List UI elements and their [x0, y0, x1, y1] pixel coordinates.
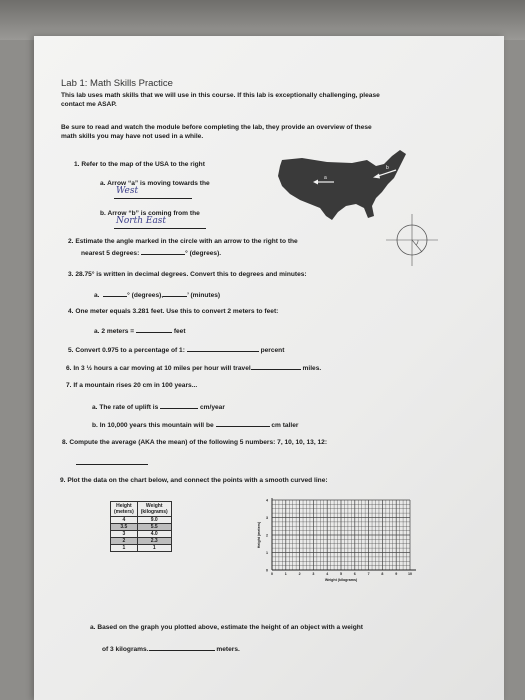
table-row	[111, 531, 172, 538]
header-weight-line1: Weight	[145, 503, 163, 509]
y-tick-label: 3	[266, 515, 268, 520]
angle-ray	[412, 240, 422, 252]
note-line-2: math skills you may have not used in a while.	[61, 133, 204, 140]
q4-text: 4. One meter equals 3.281 feet. Use this to convert 2 meters to feet:	[68, 308, 279, 315]
q2-line2	[81, 247, 221, 258]
table-cell: 3	[111, 531, 138, 538]
intro-line-1: This lab uses math skills that we will use in this course. If this lab is exceptionally challenging, please	[61, 92, 380, 99]
x-tick-label: 0	[271, 572, 273, 576]
q4a-post: feet	[171, 328, 186, 335]
q2-line2-post: ° (degrees).	[185, 250, 222, 257]
angle-circle-diagram	[384, 212, 440, 268]
y-axis-label: Height (meters)	[257, 521, 261, 549]
table-row	[111, 545, 172, 552]
q7b-line	[92, 419, 298, 430]
x-tick-label: 3	[312, 572, 315, 576]
table-cell: 4.0	[137, 531, 171, 538]
q4a-line	[94, 325, 186, 336]
x-tick-labels	[271, 572, 412, 576]
header-height-line2: (meters)	[114, 509, 134, 515]
worksheet-page	[34, 36, 504, 700]
note-line-1: Be sure to read and watch the module before completing the lab, they provide an overview of these	[61, 124, 372, 131]
q3a-label: a.	[94, 292, 100, 299]
y-tick-label: 0	[266, 568, 268, 573]
q3-degrees-label: ° (degrees),	[127, 292, 164, 299]
x-tick-label: 2	[298, 572, 301, 576]
table-cell: 9.0	[137, 517, 171, 524]
q6-line	[66, 362, 321, 373]
table-header-row	[111, 502, 172, 517]
x-tick-label: 7	[367, 572, 370, 576]
x-tick-label: 10	[408, 572, 412, 576]
table-cell: 1	[137, 545, 171, 552]
q3-minutes-label: ’ (minutes)	[187, 292, 221, 299]
q5-pre: 5. Convert 0.975 to a percentage of 1:	[68, 347, 187, 354]
x-tick-label: 8	[381, 572, 384, 576]
q2-answer-blank[interactable]	[141, 247, 185, 255]
table-cell: 5.5	[137, 524, 171, 531]
q1-text: 1. Refer to the map of the USA to the right	[74, 161, 205, 168]
q7a-line	[92, 401, 225, 412]
q9a-line2	[102, 643, 240, 654]
table-cell: 4	[111, 517, 138, 524]
q6-post: miles.	[300, 365, 322, 372]
x-tick-label: 9	[395, 572, 398, 576]
q4-answer-blank[interactable]	[136, 325, 172, 333]
y-tick-label: 1	[266, 550, 268, 555]
y-tick-label: 2	[266, 533, 268, 538]
page-title: Lab 1: Math Skills Practice	[61, 78, 173, 89]
table-header-weight	[137, 502, 171, 517]
data-table-wrapper	[110, 501, 172, 552]
q7b-answer-blank[interactable]	[216, 419, 270, 427]
q2-line1: 2. Estimate the angle marked in the circle with an arrow to the right to the	[68, 238, 298, 245]
q2-line2-pre: nearest 5 degrees:	[81, 250, 142, 257]
x-tick-label: 4	[326, 572, 329, 576]
q6-answer-blank[interactable]	[251, 362, 301, 370]
table-row	[111, 517, 172, 524]
usa-shape	[278, 150, 406, 220]
table-cell: 3.5	[111, 524, 138, 531]
x-tick-label: 5	[340, 572, 342, 576]
q6-pre: 6. In 3 ½ hours a car moving at 10 miles per hour will travel	[66, 365, 251, 372]
q3-degrees-blank[interactable]	[103, 289, 127, 297]
q5-line	[68, 344, 284, 355]
q3a-line	[94, 289, 220, 300]
q9a-post: meters.	[214, 646, 240, 653]
q5-answer-blank[interactable]	[187, 344, 259, 352]
q8-answer-blank[interactable]	[76, 456, 148, 465]
q7a-post: cm/year	[198, 404, 225, 411]
q9-text: 9. Plot the data on the chart below, and connect the points with a smooth curved line:	[60, 477, 328, 484]
data-table	[110, 501, 172, 552]
table-row	[111, 524, 172, 531]
q1a-answer-line[interactable]	[114, 188, 192, 199]
map-label-a: a	[324, 175, 327, 181]
x-axis-label: Weight (kilograms)	[324, 578, 358, 582]
header-height-line1: Height	[116, 503, 132, 509]
q1b-answer-line[interactable]	[114, 218, 206, 229]
table-header-height	[111, 502, 138, 517]
q7a-pre: a. The rate of uplift is	[92, 404, 161, 411]
map-label-b: b	[386, 165, 389, 171]
q9a-line1: a. Based on the graph you plotted above, estimate the height of an object with a weight	[90, 624, 363, 631]
graph-grid	[272, 500, 410, 570]
q3-minutes-blank[interactable]	[163, 289, 187, 297]
blank-graph[interactable]	[214, 494, 424, 584]
q9a-pre: of 3 kilograms.	[102, 646, 149, 653]
y-tick-label: 4	[266, 498, 268, 503]
q1b-text: b. Arrow “b” is coming from the	[100, 210, 200, 217]
angle-arc-arrow	[416, 240, 418, 245]
intro-line-2: contact me ASAP.	[61, 101, 117, 108]
q7b-pre: b. In 10,000 years this mountain will be	[92, 422, 216, 429]
q1a-text: a. Arrow “a” is moving towards the	[100, 180, 210, 187]
q7-text: 7. If a mountain rises 20 cm in 100 years...	[66, 382, 198, 389]
q1b-answer: North East	[116, 216, 167, 226]
q8-text: 8. Compute the average (AKA the mean) of the following 5 numbers: 7, 10, 10, 13, 12:	[62, 439, 328, 446]
y-tick-labels	[266, 498, 268, 572]
q9a-answer-blank[interactable]	[149, 643, 215, 651]
q1a-answer: West	[116, 186, 139, 196]
table-cell: 1	[111, 545, 138, 552]
table-cell: 2	[111, 538, 138, 545]
x-tick-label: 6	[353, 572, 356, 576]
q7a-answer-blank[interactable]	[160, 401, 198, 409]
table-row	[111, 538, 172, 545]
background-top	[0, 0, 525, 40]
header-weight-line2: (kilograms)	[140, 509, 168, 515]
x-tick-label: 1	[284, 572, 287, 576]
q5-post: percent	[258, 347, 285, 354]
q4a-pre: a. 2 meters =	[94, 328, 136, 335]
table-cell: 2.3	[137, 538, 171, 545]
q7b-post: cm taller	[269, 422, 299, 429]
q3-text: 3. 28.75° is written in decimal degrees. Convert this to degrees and minutes:	[68, 271, 307, 278]
